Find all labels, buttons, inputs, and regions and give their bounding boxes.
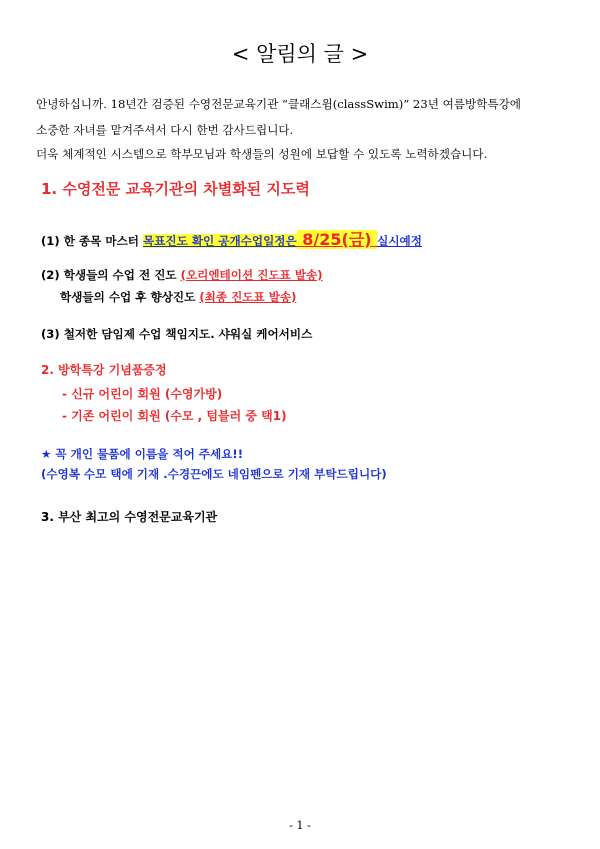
notice-line-1: ★ 꼭 개인 물품에 이름을 적어 주세요!! [41, 447, 243, 461]
item-1-suffix: 실시예정 [377, 234, 422, 248]
page-number: - 1 - [289, 819, 311, 832]
section-1-heading: 1. 수영전문 교육기관의 차별화된 지도력 [41, 180, 310, 198]
item-1-prefix: (1) 한 종목 마스터 [41, 234, 144, 248]
orientation-progress-note: (오리엔테이션 진도표 발송) [180, 268, 323, 282]
item-2-prefix: (2) 학생들의 수업 전 진도 [41, 268, 181, 282]
section-1-item-2b [60, 289, 296, 305]
intro-line-2: 소중한 자녀를 맡겨주셔서 다시 한번 감사드립니다. [36, 123, 294, 137]
notice-line-2: (수영복 수모 택에 기재 .수경끈에도 네임펜으로 기재 부탁드립니다) [41, 467, 387, 481]
intro-line-3: 더욱 체계적인 시스템으로 학부모님과 학생들의 성원에 보답할 수 있도록 노력하겠습니다. [36, 147, 488, 161]
item-2b-prefix: 학생들의 수업 후 향상진도 [60, 290, 200, 304]
section-3-heading: 3. 부산 최고의 수영전문교육기관 [41, 510, 218, 524]
section-1-item-3: (3) 철저한 담임제 수업 책임지도. 샤워실 케어서비스 [41, 327, 313, 341]
final-progress-note: (최종 진도표 발송) [199, 290, 297, 304]
open-class-schedule-highlight: 목표진도 확인 공개수업일정은 [143, 234, 297, 248]
open-class-date: 8/25(금) [296, 230, 378, 249]
section-1-item-1 [41, 227, 422, 250]
intro-line-1: 안녕하십니까. 18년간 검증된 수영전문교육기관 “클래스윔(classSwim)” 23년 여름방학특강에 [36, 97, 521, 111]
section-2-line-2: - 기존 어린이 회원 (수모 , 텀블러 중 택1) [62, 409, 287, 423]
page-title: < 알림의 글 > [231, 42, 369, 66]
section-2-heading: 2. 방학특강 기념품증정 [41, 363, 167, 377]
section-2-line-1: - 신규 어린이 회원 (수영가방) [62, 387, 223, 401]
section-1-item-2 [41, 267, 323, 283]
